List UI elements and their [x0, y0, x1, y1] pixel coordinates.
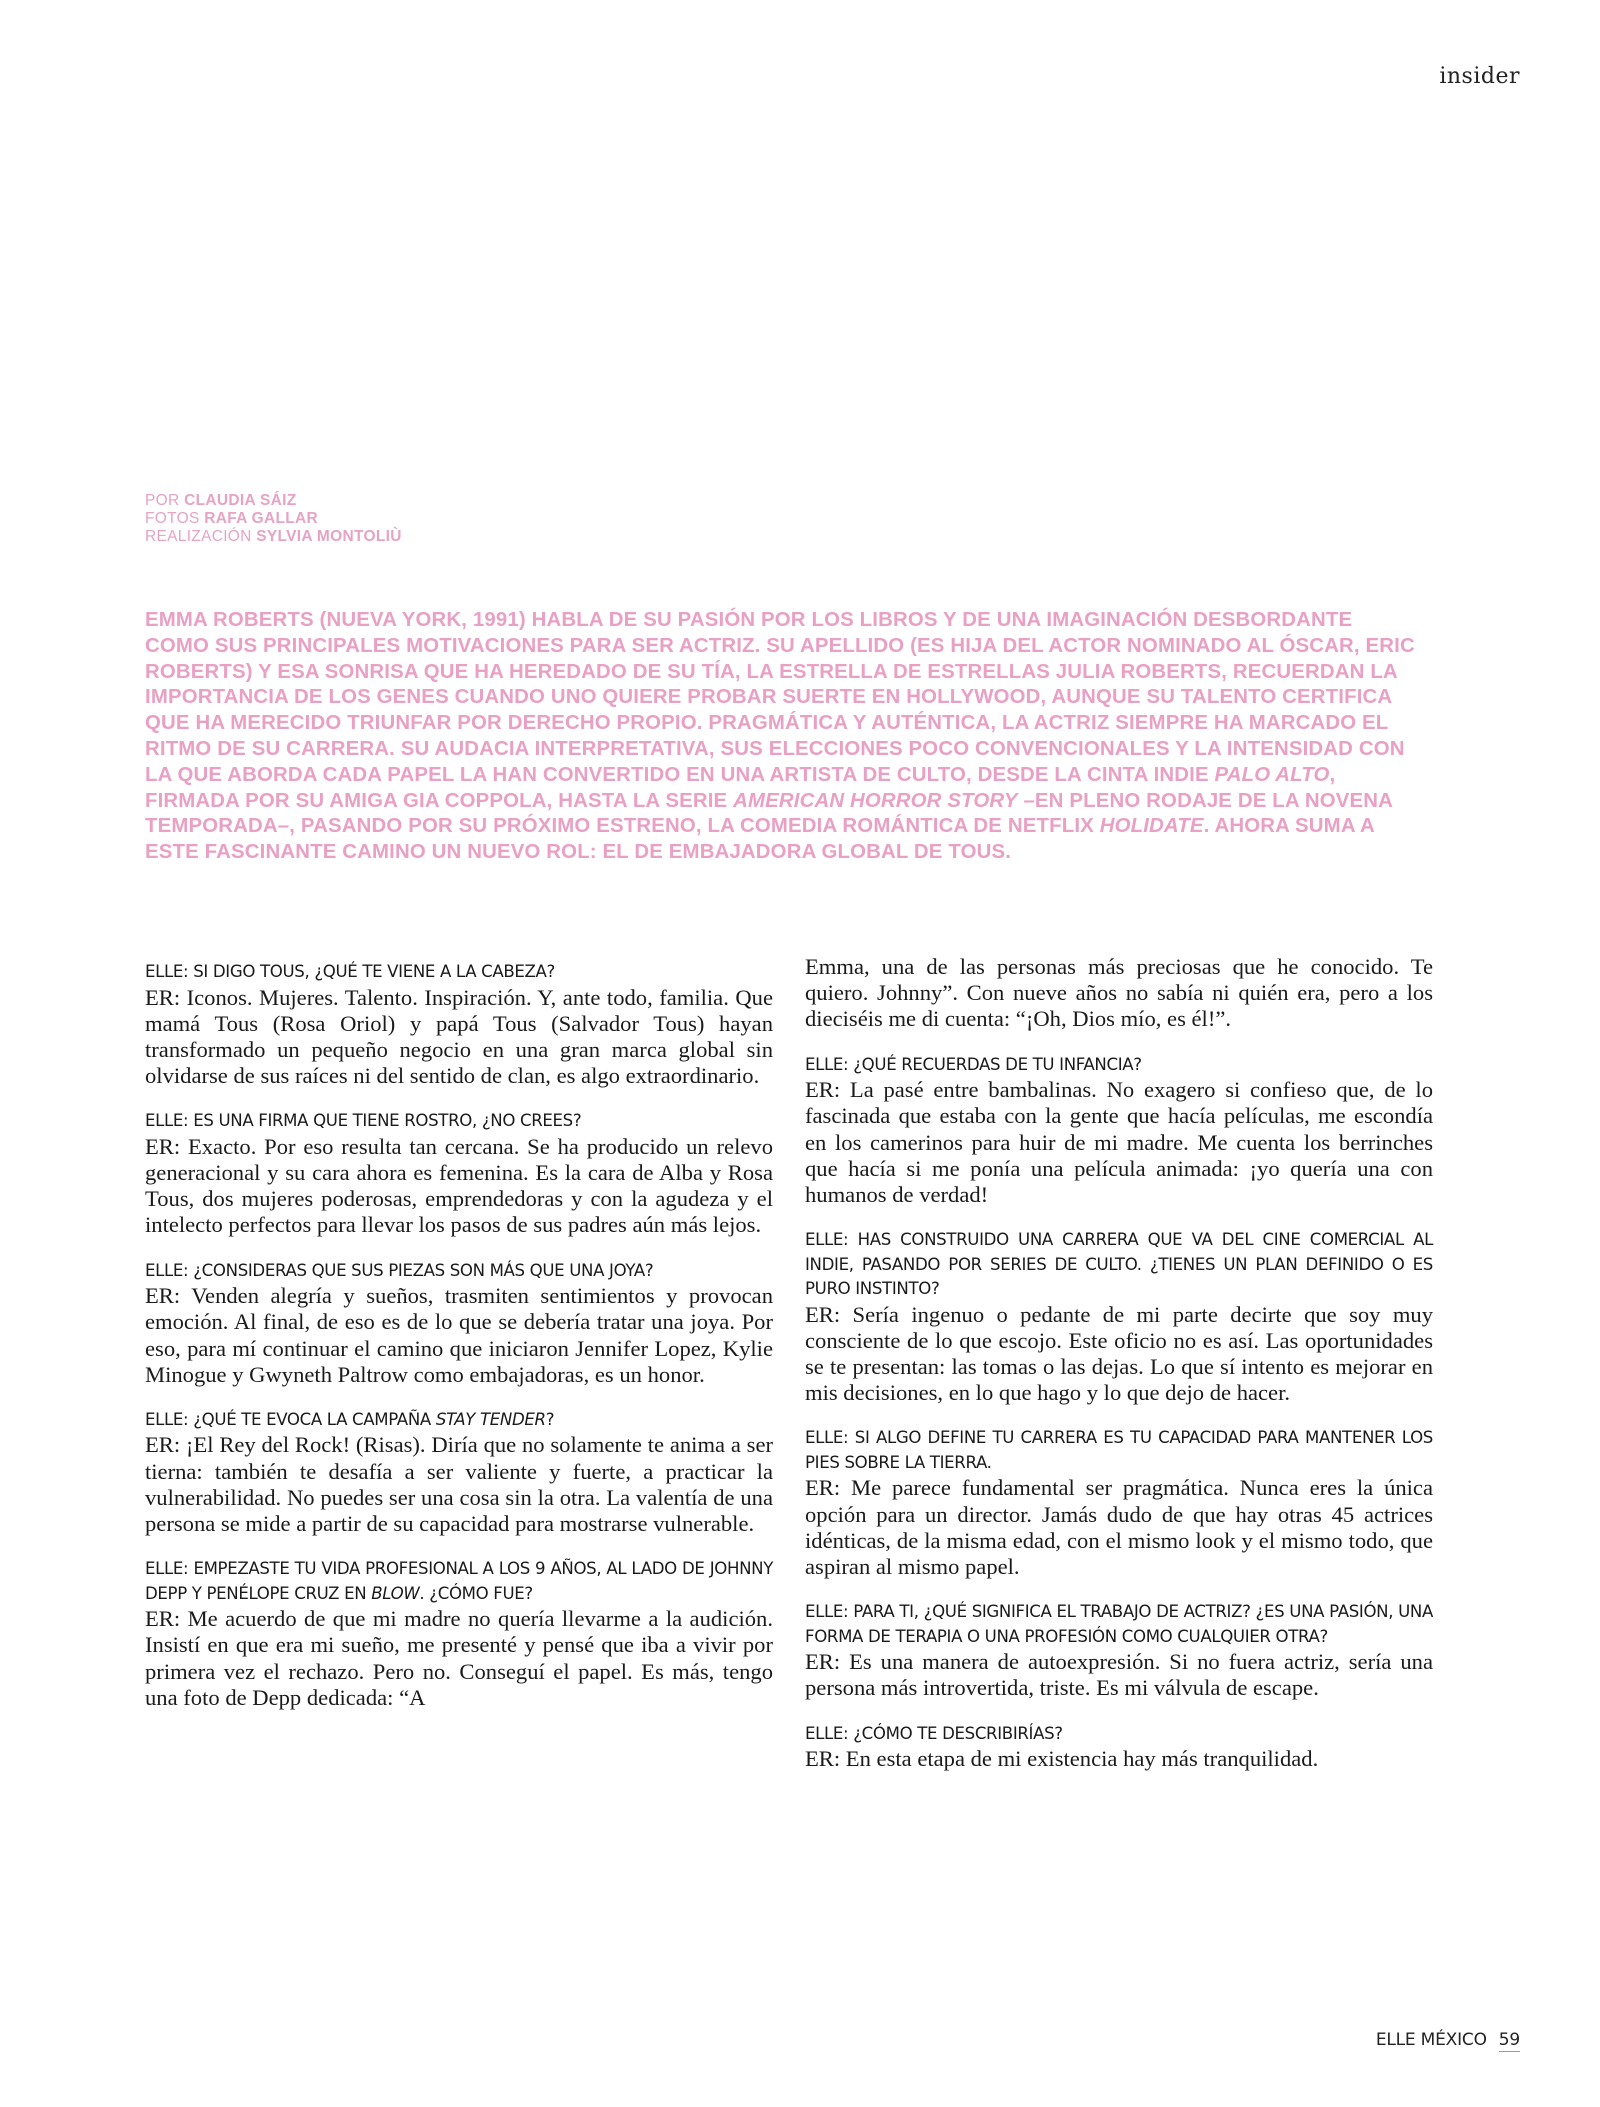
interview-question: [805, 1722, 1433, 1747]
intro-italic-title: HOLIDATE: [1099, 815, 1204, 838]
publication-name: ELLE MÉXICO: [1375, 2030, 1487, 2050]
qa-block: [805, 1600, 1433, 1701]
interview-answer: ER: Venden alegría y sueños, trasmiten sentimientos y provocan emoción. Al final, de eso es de lo que se debería tratar una joya. Por eso, para mí continuar el camino que iniciaron Jennifer Lopez, Kylie Minogue y Gwyneth Paltrow como embajadoras, es un honor.: [145, 1283, 773, 1387]
intro-italic-title: AMERICAN HORROR STORY: [733, 789, 1018, 812]
qa-block: [805, 1228, 1433, 1406]
interview-question: [145, 1109, 773, 1134]
qa-block: [805, 1722, 1433, 1773]
question-text: ELLE: ¿QUÉ TE EVOCA LA CAMPAÑA: [145, 1409, 436, 1429]
interview-answer: ER: Es una manera de autoexpresión. Si no fuera actriz, sería una persona más introvertida, triste. Es mi válvula de escape.: [805, 1649, 1433, 1701]
qa-block: [145, 1557, 773, 1711]
question-text: ELLE: PARA TI, ¿QUÉ SIGNIFICA EL TRABAJO DE ACTRIZ? ¿ES UNA PASIÓN, UNA FORMA DE TERAPIA O UNA PROFESIÓN COMO CUALQUIER OTRA?: [805, 1602, 1433, 1646]
question-text: . ¿CÓMO FUE?: [419, 1583, 533, 1603]
interview-question: [145, 1408, 773, 1433]
interview-question: [805, 1426, 1433, 1475]
answer-continuation: Emma, una de las personas más preciosas que he conocido. Te quiero. Johnny”. Con nueve años no sabía ni quién era, pero a los dieciséis me di cuenta: “¡Oh, Dios mío, es él!”.: [805, 954, 1433, 1032]
qa-block: [805, 1426, 1433, 1580]
question-text: ELLE: ES UNA FIRMA QUE TIENE ROSTRO, ¿NO CREES?: [145, 1111, 582, 1131]
intro-text: –EN PLENO RODAJE DE LA NOVENA TEMPORADA–, PASANDO POR SU PRÓXIMO ESTRENO, LA COMEDIA ROMÁNTICA DE NETFLIX: [145, 789, 1393, 838]
intro-text: . AHORA SUMA A ESTE FASCINANTE CAMINO UN NUEVO ROL: EL DE EMBAJADORA GLOBAL DE TOUS.: [145, 815, 1375, 864]
question-text: ELLE: EMPEZASTE TU VIDA PROFESIONAL A LOS 9 AÑOS, AL LADO DE JOHNNY DEPP Y PENÉLOPE CRUZ EN: [145, 1559, 773, 1603]
question-text: ELLE: HAS CONSTRUIDO UNA CARRERA QUE VA DEL CINE COMERCIAL AL INDIE, PASANDO POR SERIES DE CULTO. ¿TIENES UN PLAN DEFINIDO O ES PURO INSTINTO?: [805, 1230, 1433, 1299]
column-right: [805, 954, 1433, 1792]
page-footer: [1376, 2030, 1520, 2050]
question-italic-title: STAY TENDER: [435, 1409, 546, 1429]
question-text: ELLE: ¿CÓMO TE DESCRIBIRÍAS?: [805, 1723, 1063, 1743]
interview-answer: ER: Sería ingenuo o pedante de mi parte decirte que soy muy consciente de lo que escojo. Este oficio no es así. Las oportunidades se te presentan: las tomas o las dejas. Lo que sí intento es mejorar en mis decisiones, en lo que hago y lo que dejo de hacer.: [805, 1301, 1433, 1406]
intro-italic-title: PALO ALTO: [1214, 763, 1330, 786]
interview-answer: ER: La pasé entre bambalinas. No exagero si confieso que, de lo fascinada que estaba con la gente que hacía películas, me escondía en los camerinos para huir de mi madre. Me cuenta los berrinches que hacía si me ponía una película animada: ¡yo quería una con humanos de verdad!: [805, 1077, 1433, 1207]
credit-writer: POR CLAUDIA SÁIZ: [145, 492, 297, 509]
qa-block: [145, 1408, 773, 1537]
intro-text: EMMA ROBERTS (NUEVA YORK, 1991) HABLA DE SU PASIÓN POR LOS LIBROS Y DE UNA IMAGINACIÓN DESBORDANTE COMO SUS PRINCIPALES MOTIVACIONES PARA SER ACTRIZ. SU APELLIDO (ES HIJA DEL ACTOR NOMINADO AL ÓSCAR, ERIC ROBERTS) Y ESA SONRISA QUE HA HEREDADO DE SU TÍA, LA ESTRELLA DE ESTRELLAS JULIA ROBERTS, RECUERDAN LA IMPORTANCIA DE LOS GENES CUANDO UNO QUIERE PROBAR SUERTE EN HOLLYWOOD, AUNQUE SU TALENTO CERTIFICA QUE HA MERECIDO TRIUNFAR POR DERECHO PROPIO. PRAGMÁTICA Y AUTÉNTICA, LA ACTRIZ SIEMPRE HA MARCADO EL RITMO DE SU CARRERA. SU AUDACIA INTERPRETATIVA, SUS ELECCIONES POCO CONVENCIONALES Y LA INTENSIDAD CON LA QUE ABORDA CADA PAPEL LA HAN CONVERTIDO EN UNA ARTISTA DE CULTO, DESDE LA CINTA INDIE: [145, 609, 1415, 786]
interview-answer: ER: Me parece fundamental ser pragmática. Nunca eres la única opción para un director. Jamás dudo de que hay otras 45 actrices idénticas, de la misma edad, con el mismo look y el mismo todo, que aspiran al mismo papel.: [805, 1475, 1433, 1580]
question-text: ELLE: ¿QUÉ RECUERDAS DE TU INFANCIA?: [805, 1054, 1142, 1074]
question-text: ELLE: SI DIGO TOUS, ¿QUÉ TE VIENE A LA CABEZA?: [145, 962, 555, 981]
qa-block: [145, 1109, 773, 1238]
intro-text: , FIRMADA POR SU AMIGA GIA COPPOLA, HASTA LA SERIE: [145, 763, 1336, 812]
credit-styling: REALIZACIÓN SYLVIA MONTOLIÙ: [145, 528, 402, 545]
interview-answer: ER: Iconos. Mujeres. Talento. Inspiración. Y, ante todo, familia. Que mamá Tous (Rosa Oriol) y papá Tous (Salvador Tous) hayan transformado un pequeño negocio en una gran marca global sin olvidarse de sus raíces ni del sentido de clan, es algo extraordinario.: [145, 984, 773, 1089]
qa-block: [145, 1259, 773, 1388]
question-text: ELLE: SI ALGO DEFINE TU CARRERA ES TU CAPACIDAD PARA MANTENER LOS PIES SOBRE LA TIERRA.: [805, 1428, 1433, 1472]
section-tag: insider: [1439, 64, 1520, 89]
interview-answer: ER: Exacto. Por eso resulta tan cercana. Se ha producido un relevo generacional y su cara ahora es femenina. Es la cara de Alba y Rosa Tous, dos mujeres poderosas, emprendedoras y con la agudeza y el intelecto perfectos para llevar los pasos de sus padres aún más lejos.: [145, 1133, 773, 1238]
qa-block: [805, 1053, 1433, 1209]
question-text: ELLE: ¿CONSIDERAS QUE SUS PIEZAS SON MÁS QUE UNA JOYA?: [145, 1260, 654, 1280]
interview-answer: ER: ¡El Rey del Rock! (Risas). Diría que no solamente te anima a ser tierna: también te desafía a ser valiente y fuerte, a practicar la vulnerabilidad. No puedes ser una cosa sin la otra. La valentía de una persona se mide a partir de su capacidad para mostrarse vulnerable.: [145, 1432, 773, 1537]
interview-question: [145, 1259, 773, 1284]
interview-answer: ER: Me acuerdo de que mi madre no quería llevarme a la audición. Insistí en que era mi sueño, me presenté y pensé que iba a vivir por primera vez el rechazo. Pero no. Conseguí el papel. Es más, tengo una foto de Depp dedicada: “A: [145, 1606, 773, 1710]
qa-block: [145, 960, 773, 1089]
credits-block: [145, 492, 402, 546]
interview-question: [805, 1228, 1433, 1302]
page-number: 59: [1498, 2030, 1520, 2050]
interview-answer: ER: En esta etapa de mi existencia hay más tranquilidad.: [805, 1746, 1319, 1772]
interview-question: [805, 1053, 1433, 1078]
intro-paragraph: [145, 608, 1415, 866]
column-left: [145, 960, 773, 1731]
interview-question: [145, 960, 773, 985]
question-italic-title: BLOW: [371, 1583, 420, 1603]
interview-question: [145, 1557, 773, 1606]
question-text: ?: [545, 1409, 555, 1429]
interview-question: [805, 1600, 1433, 1649]
credit-photos: FOTOS RAFA GALLAR: [145, 510, 319, 527]
